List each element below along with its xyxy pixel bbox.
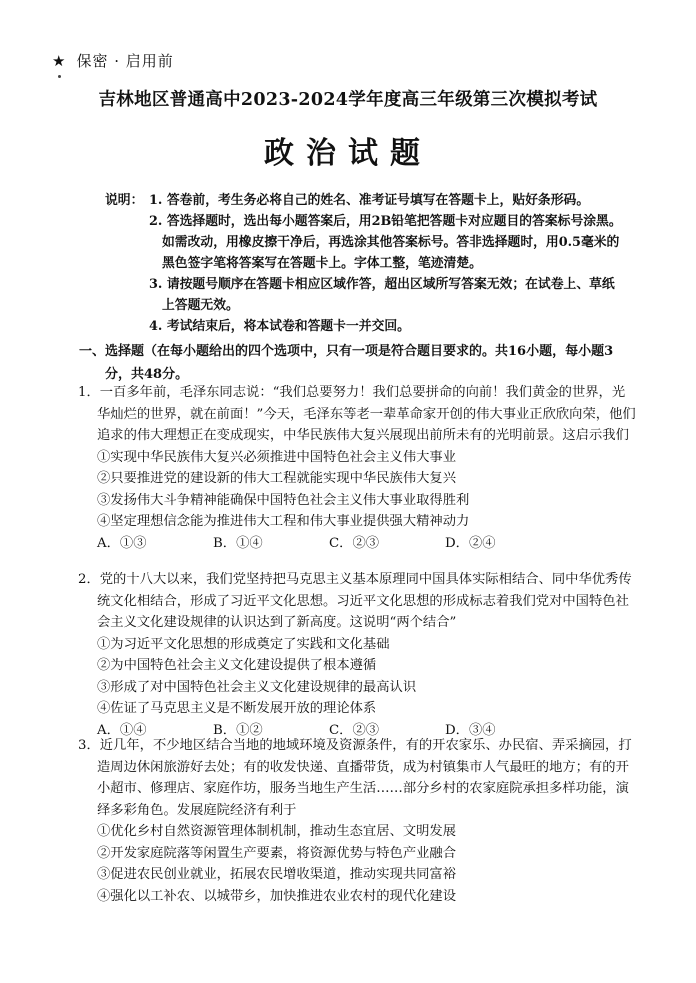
question-stem: 2．党的十八大以来，我们党坚持把马克思主义基本原理同中国具体实际相结合、同中华优秀传统文化相结合，形成了习近平文化思想。习近平文化思想的形成标志着我们党对中国特色社会主义文化建设规律的认识达到了新高度。这说明“两个结合” xyxy=(78,572,632,630)
statement-option: ③形成了对中国特色社会主义文化建设规律的最高认识 xyxy=(97,679,417,695)
statement-option: ②为中国特色社会主义文化建设提供了根本遵循 xyxy=(97,658,377,673)
instruction-item: 4. 考试结束后，将本试卷和答题卡一并交回。 xyxy=(149,319,410,334)
statement-option: ①为习近平文化思想的形成奠定了实践和文化基础 xyxy=(97,636,390,652)
choice-d: D．③④ xyxy=(445,722,496,738)
statement-option: ③促进农民创业就业，拓展农民增收渠道，推动实现共同富裕 xyxy=(97,867,457,882)
question-stem: 1．一百多年前，毛泽东同志说：“我们总要努力！我们总要拼命的向前！我们黄金的世界，光华灿烂的世界，就在前面！”今天，毛泽东等老一辈革命家开创的伟大事业正欣欣向荣，他们追求的伟大理想正在变成现实，中华民族伟大复兴展现出前所未有的光明前景。这启示我们 xyxy=(78,385,636,443)
exam-title: 吉林地区普通高中2023-2024学年度高三年级第三次模拟考试 xyxy=(98,90,598,110)
choice-b: B．①④ xyxy=(213,535,263,551)
instructions-label: 说明： xyxy=(105,193,144,208)
answer-choices xyxy=(78,533,638,555)
section-heading: 一、选择题（在每小题给出的四个选项中，只有一项是符合题目要求的。共16小题，每小题3分，共48分。 xyxy=(79,344,614,382)
statement-option: ④佐证了马克思主义是不断发展开放的理论体系 xyxy=(97,701,377,716)
statement-option: ①实现中华民族伟大复兴必须推进中国特色社会主义伟大事业 xyxy=(97,449,457,465)
choice-c: C．②③ xyxy=(329,535,380,551)
statement-option: ①优化乡村自然资源管理体制机制，推动生态宜居、文明发展 xyxy=(97,824,457,839)
instruction-item: 2. 答选择题时，选出每小题答案后，用2B铅笔把答题卡对应题目的答案标号涂黑。如需改动，用橡皮擦干净后，再选涂其他答案标号。答非选择题时，用0.5毫米的黑色签字笔将答案写在答题卡上。字体工整，笔迹清楚。 xyxy=(149,214,622,271)
confidential-label: 保密 · 启用前 xyxy=(76,52,174,70)
statement-option: ③发扬伟大斗争精神能确保中国特色社会主义伟大事业取得胜利 xyxy=(97,492,470,508)
choice-b: B．①② xyxy=(213,722,263,738)
statement-option: ④坚定理想信念能为推进伟大工程和伟大事业提供强大精神动力 xyxy=(97,514,470,529)
question-3 xyxy=(78,735,638,907)
subject-title: 政治试题 xyxy=(264,136,432,171)
instructions xyxy=(105,190,625,337)
choice-a: A．①④ xyxy=(97,722,147,738)
choice-c: C．②③ xyxy=(329,722,380,738)
question-stem: 3．近几年，不少地区结合当地的地域环境及资源条件，有的开农家乐、办民宿、弄采摘园，打造周边休闲旅游好去处；有的收发快递、直播带货，成为村镇集市人气最旺的地方；有的开小超市、修理店、家庭作坊，服务当地生产生活……部分乡村的农家庭院承担多样功能，演绎多彩角色。发展庭院经济有利于 xyxy=(78,738,632,818)
instruction-item: 3. 请按题号顺序在答题卡相应区域作答，超出区域所写答案无效；在试卷上、草纸上答题无效。 xyxy=(149,277,615,313)
statement-option: ②开发家庭院落等闲置生产要素，将资源优势与特色产业融合 xyxy=(97,845,457,861)
choice-a: A．①③ xyxy=(97,535,147,551)
statement-option: ④强化以工补农、以城带乡，加快推进农业农村的现代化建设 xyxy=(97,888,457,904)
dot-mark xyxy=(58,75,61,78)
question-1 xyxy=(78,382,638,554)
choice-d: D．②④ xyxy=(445,535,496,551)
statement-option: ②只要推进党的建设新的伟大工程就能实现中华民族伟大复兴 xyxy=(97,471,457,486)
question-2 xyxy=(78,569,638,741)
instruction-item: 1. 答卷前，考生务必将自己的姓名、准考证号填写在答题卡上，贴好条形码。 xyxy=(149,193,590,208)
star-icon: ★ xyxy=(52,52,67,70)
confidential-mark xyxy=(52,50,174,71)
